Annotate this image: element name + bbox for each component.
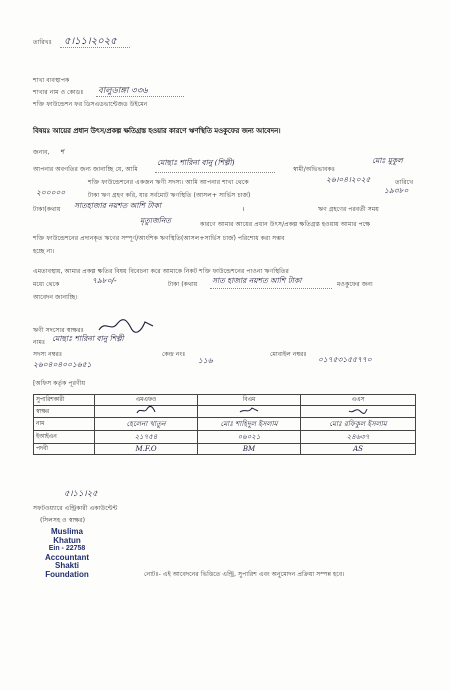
body-line-3a: টাকা ঋণ গ্রহণ করি, যার সর্বমোট ঋণস্থিতি (আসল+ সার্ভিস চার্জ)	[88, 192, 251, 199]
salutation: জনাব,	[33, 149, 50, 156]
guardian-hw: মোঃ মুকুল	[372, 156, 403, 165]
center-value: ১১৬	[198, 356, 213, 365]
stamp-line: Muslima Khatun	[50, 527, 83, 545]
member-name-value: মোছাঃ শারিনা বানু শিল্পী	[52, 334, 124, 343]
subject-text: আয়ের প্রধান উৎস/প্রকল্প ক্ষতিগ্রস্ত হওয়ার কারণে ঋণস্থিতি মওকুফের জন্য আবেদন।	[52, 127, 281, 135]
waive-words-line	[210, 288, 332, 289]
loan-amount-hw: ২০০০০০	[36, 188, 66, 197]
table-cell: ২৪৬৩৭	[301, 431, 416, 444]
amount-words-hw: সাতহাজার নয়শত আশি টাকা	[74, 201, 162, 210]
date-value: ৫।১১।২০২৫	[64, 36, 117, 47]
col-header: এএস	[301, 395, 416, 406]
balance-hw: ১৯৩৮০	[384, 186, 409, 195]
member-sign-label: ঋণী সদস্যের স্বাক্ষরঃ	[33, 327, 84, 334]
row-label: ইআইএন	[34, 431, 95, 444]
table-row	[34, 431, 416, 444]
mobile-label: মোবাইল নম্বরঃ	[270, 351, 307, 358]
member-number-label: সদস্য নম্বরঃ	[33, 351, 63, 358]
table-cell	[95, 406, 198, 418]
col-header: সুপারিশকারী	[34, 395, 95, 406]
col-header: এমএফও	[95, 395, 198, 406]
branch-line	[96, 96, 184, 97]
accountant-stamp	[38, 528, 96, 579]
accountant-date-hw: ৫।১১।২৫	[64, 489, 98, 499]
table-row	[34, 395, 416, 406]
mfo-signature	[135, 406, 157, 415]
table-cell: মোঃ শাহিদুল ইসলাম	[198, 418, 301, 431]
body-line-5a: কারণে আমার আয়ের প্রধান উৎস/প্রকল্প ক্ষতিগ্রস্ত হওয়ায় আমার পক্ষে	[200, 221, 371, 228]
table-cell: AS	[301, 444, 416, 455]
body-line-4c: ঋণ গ্রহণের পরবর্তী সময়	[318, 206, 379, 213]
office-table	[33, 394, 416, 455]
mobile-value: ০১৭৫৩১৫৫৭৭০	[318, 355, 372, 364]
subject-label: বিষয়ঃ	[33, 127, 51, 135]
bm-signature	[238, 406, 260, 415]
center-label: কেন্দ্র নংঃ	[162, 351, 186, 358]
table-cell: M.F.O	[95, 444, 198, 455]
member-signature	[97, 318, 157, 334]
para2-line-2b: টাকা (কথায়	[168, 281, 198, 288]
body-line-1b: স্বামী/অভিভাবকঃ	[293, 166, 336, 173]
body-line-7: হচ্ছে না।	[33, 248, 55, 255]
accountant-sub-label: (সিলসহ ও স্বাক্ষর)	[40, 517, 86, 524]
table-row	[34, 406, 416, 418]
manager-label: শাখা ব্যবস্থাপক	[33, 77, 70, 84]
member-name-hw: মোছাঃ শারিনা বানু (শিল্পী)	[157, 158, 235, 167]
date-line	[60, 47, 130, 48]
waive-amount-hw: ৭৯৮০/-	[92, 276, 117, 285]
row-label: নাম	[34, 418, 95, 431]
as-signature	[347, 406, 369, 415]
member-number-value: ২৬০৪০৪০০১৬৫১	[33, 360, 92, 369]
row-label: স্বাক্ষর	[34, 406, 95, 418]
table-row	[34, 418, 416, 431]
para2-line-3: আবেদন জানাচ্ছি।	[33, 294, 78, 301]
body-line-6: শক্তি ফাউন্ডেশনের প্রদানকৃত ঋণের সম্পূর্ণ/আংশিক ঋণস্থিতি(আসল+সার্ভিস চার্জ) পরিশোধ করা সম্ভব	[33, 235, 285, 242]
branch-label: শাখার নাম ও কোডঃ	[33, 89, 84, 96]
stamp-line: Ein - 22758	[48, 545, 86, 552]
date-label: তারিখঃ	[33, 39, 52, 46]
member-name-label: নামঃ	[33, 339, 46, 346]
body-line-4a: টাকা(কথায়	[33, 206, 61, 213]
office-title: [অফিস কর্তৃক পূরণীয়	[33, 380, 86, 387]
loan-date-hw: ২৬।০৪।২০২৫	[326, 175, 371, 184]
para2-line-2a: মধ্যে থেকে	[33, 281, 60, 288]
table-cell: মোঃ রফিকুল ইসলাম	[301, 418, 416, 431]
name-line	[155, 172, 275, 173]
note: নোটঃ- এই আবেদনের ভিত্তিতে এন্ট্রি, সুপারিশ এবং অনুমোদন প্রক্রিয়া সম্পন্ন হবে।	[144, 571, 345, 578]
body-line-2b: তারিখে	[395, 179, 414, 186]
subject	[33, 127, 281, 135]
para2-line-2c: মওকুফের জন্য	[337, 281, 373, 288]
body-line-4b: ।	[242, 206, 245, 213]
branch-value: বালুডাঙ্গা ৩৩৬	[98, 86, 148, 96]
table-cell	[198, 406, 301, 418]
stamp-line: Accountant	[45, 552, 89, 562]
stamp-line: Shakti Foundation	[45, 561, 89, 579]
para2-line-1: এমতাবস্থায়, আমার প্রকল্প ক্ষতির বিষয় বিবেচনা করে আমাকে নিকট শক্তি ফাউন্ডেশনের পাওনা ঋণস্থিতির	[33, 268, 289, 275]
table-row	[34, 444, 416, 455]
row-label: পদবী	[34, 444, 95, 455]
col-header: বিএম	[198, 395, 301, 406]
table-cell: ০৬০২১	[198, 431, 301, 444]
table-cell: হেলেনা খাতুন	[95, 418, 198, 431]
body-line-1a: আপনার অবগতির জন্য জানাচ্ছি যে, আমি	[33, 166, 138, 173]
table-cell: ২১৭৫৪	[95, 431, 198, 444]
body-line-2a: শক্তি ফাউন্ডেশনের একজন ঋণী সদস্য। আমি আপনার শাখা থেকে	[88, 179, 249, 186]
salutation-signature: শ	[60, 148, 64, 156]
table-cell: BM	[198, 444, 301, 455]
reason-hw: মৃত্যুজনিত	[140, 216, 171, 225]
foundation-label: শক্তি ফাউন্ডেশন ফর ডিসএডভান্টেজড উইমেন	[33, 101, 148, 108]
waive-words-hw: সাত হাজার নয়শত আশি টাকা	[212, 276, 302, 285]
table-cell	[301, 406, 416, 418]
accountant-label: সফটওয়্যারে এন্ট্রিকারী একাউন্টেন্ট	[33, 505, 118, 512]
